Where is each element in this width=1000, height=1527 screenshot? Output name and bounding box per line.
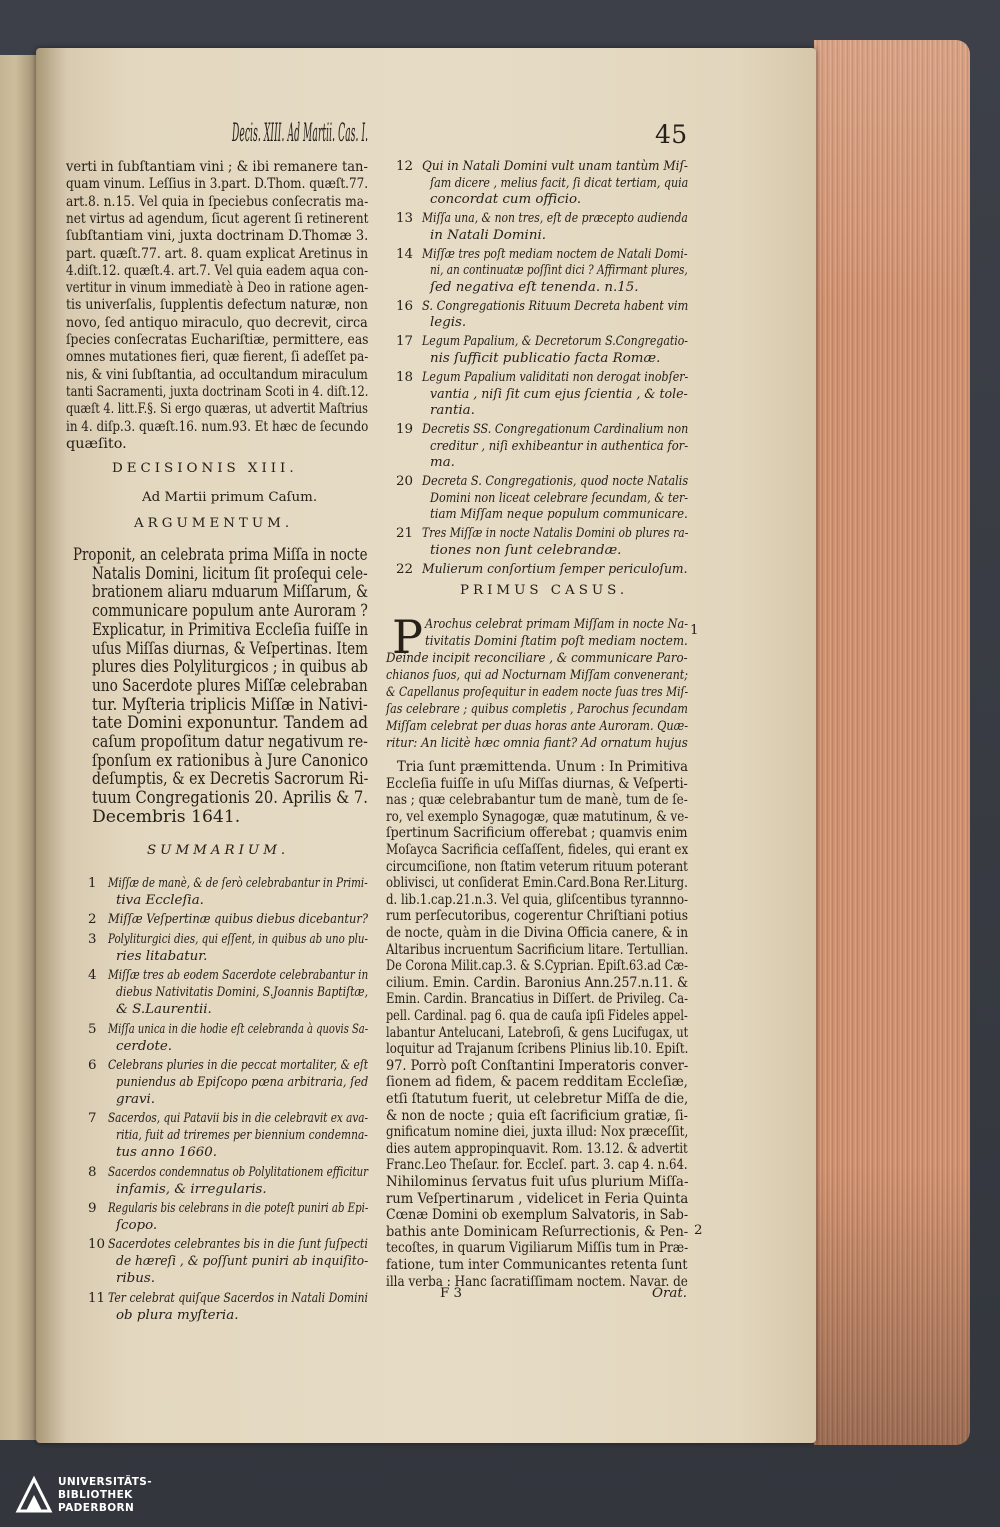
argumentum-line: brationem aliaru mduarum Miſſarum, & — [92, 582, 369, 603]
body-line: Eccleſia fuiſſe in uſu Miſſas diurnas, & Veſperti- — [386, 775, 688, 792]
argumentum-line: tate Domini exponuntur. Tandem ad — [92, 713, 369, 734]
summary-line: Qui in Natali Domini vult unam tantùm Miſ- — [422, 159, 688, 174]
body-line: Moſayca Sacrificia ceſſaſſent, fideles, qui erant ex — [386, 842, 689, 858]
summary-line: Sacerdos, qui Patavii bis in die celebravit ex ava- — [108, 1111, 369, 1127]
page-number: 45 — [655, 120, 688, 149]
running-title: Decis. XIII. Ad Martii. Cas. I. — [232, 118, 369, 147]
body-line: vertitur in vinum immediatè à Deo in ratione agen- — [66, 280, 369, 297]
body-line: pell. Cardinal. pag 6. qua de cauſa ipſi Fideles appel- — [386, 1008, 688, 1024]
summary-line: Legum Papalium, & Decretorum S.Congregatio- — [422, 334, 689, 350]
body-line: de nocte, quàm in die Divina Officia canere, & in — [386, 925, 689, 941]
drop-cap: P — [392, 610, 423, 664]
summary-line: tiam Miſſam neque populum communicare. — [430, 507, 688, 523]
body-line: art.8. n.15. Vel quia in ſpeciebus conſecratis ma- — [66, 193, 369, 210]
body-line: Cœnæ Domini ob exemplum Salvatoris, in Sab- — [386, 1207, 689, 1224]
margin-note-1: 1 — [690, 623, 699, 638]
body-line: part. quæſt.77. art. 8. quam explicat Aretinus in — [66, 245, 369, 262]
stamp-line-2: BIBLIOTHEK — [58, 1489, 133, 1501]
argumentum-line: Proponit, an celebrata prima Miſſa in nocte — [73, 545, 368, 565]
body-line: nas ; quæ celebrabantur tum de manè, tum de ſe- — [386, 792, 688, 809]
body-line: tanti Sacramenti, juxta doctrinam Scoti in 4. diſt.12. — [66, 383, 369, 400]
summary-number: 10 — [88, 1237, 106, 1253]
casus-line: Miſſam celebrat per duas horas ante Auroram. Quæ- — [386, 719, 689, 734]
summary-line: Sacerdos condemnatus ob Polylitationem efficitur — [108, 1164, 369, 1180]
summary-number: 5 — [88, 1021, 97, 1037]
catchword: Orat. — [652, 1286, 688, 1301]
body-line: etſi ſtatutum fuerit, ut celebretur Miſſa de die, — [386, 1091, 689, 1107]
summary-number: 18 — [396, 370, 414, 385]
casus-line: ſas celebrare ; quibus completis , Parochus ſecundam — [386, 702, 688, 717]
body-line: novo, ſed antiquo miraculo, quo decrevit, circa — [66, 314, 368, 331]
argumentum-line: uſus Miſſas diurnas, & Veſpertinas. Item — [92, 638, 368, 659]
summary-line: concordat cum officio. — [430, 192, 582, 207]
summary-line: Domini non liceat celebrare ſecundam, & ter- — [430, 490, 689, 506]
summary-line: tus anno 1660. — [116, 1145, 218, 1161]
body-line: oblivisci, ut conſiderat Emin.Card.Bona Rer.Liturg. — [386, 875, 688, 892]
argumentum-line: Natalis Domini, licitum ſit proſequi cele- — [92, 563, 368, 584]
argumentum-line: caſum propoſitum datur negativum re- — [92, 732, 368, 752]
summary-line: cerdote. — [116, 1038, 173, 1054]
body-line: fatione, tum inter Communicantes retenta ſunt — [386, 1257, 688, 1273]
body-line: & non de nocte ; quia eſt ſacrificium gratiæ, ſi- — [386, 1107, 688, 1124]
summary-number: 6 — [88, 1058, 97, 1073]
summary-number: 11 — [88, 1290, 106, 1306]
summary-number: 1 — [88, 876, 97, 891]
summary-line: infamis, & irregularis. — [116, 1181, 267, 1197]
facing-page-edge — [0, 55, 38, 1440]
summary-line: Miſſæ de manè, & de ſerò celebrabantur in Primi- — [108, 876, 368, 891]
fore-edge-shading — [814, 40, 970, 1445]
body-line: ſpecies conſecratas Euchariſtiæ, permittere, eas — [66, 332, 369, 348]
argumentum-title: ARGUMENTUM. — [134, 516, 294, 531]
body-line: rum Veſpertinarum , videlicet in Feria Quinta — [386, 1190, 689, 1207]
argumentum-line: ſponſum ex rationibus à Jure Canonico — [92, 750, 369, 771]
summary-line: Miſſa unica in die hodie eſt celebranda à quovis Sa- — [108, 1021, 369, 1037]
stamp-line-3: PADERBORN — [58, 1502, 135, 1514]
body-line: cilium. Emin. Cardin. Baronius Ann.257.n.11. & — [386, 974, 689, 991]
body-line: net virtus ad agendum, ſicut agerent ſi retinerent — [66, 210, 369, 227]
summary-line: S. Congregationis Rituum Decreta habent vim — [422, 298, 689, 314]
summary-line: Decretis SS. Congregationum Cardinalium non — [422, 422, 689, 438]
body-line: Nihilominus ſervatus fuit uſus plurium Miſſa- — [386, 1174, 689, 1190]
body-line: 97. Porrò poſt Conſtantini Imperatoris conver- — [386, 1057, 689, 1074]
summary-line: tiones non ſunt celebrandæ. — [430, 542, 622, 558]
summary-line: gravi. — [116, 1091, 156, 1107]
argumentum-line: deſumptis, & ex Decretis Sacrorum Ri- — [92, 769, 369, 790]
body-line: circumciſione, non ſtatim veterum rituum poterant — [386, 858, 688, 875]
summary-line: tiva Eccleſia. — [116, 892, 204, 908]
body-line: Altaribus incruentum Sacrificium litare. Tertullian. — [386, 941, 689, 958]
summary-line: nis ſufficit publicatio facta Romæ. — [430, 350, 661, 366]
body-line: omnes mutationes fieri, quæ fierent, ſi adeſſet pa- — [66, 349, 369, 366]
library-logo-icon — [14, 1475, 54, 1515]
body-line: ſionem ad fidem, & pacem redditam Eccleſiæ, — [386, 1074, 688, 1091]
body-line: quæſito. — [66, 435, 127, 452]
summary-number: 2 — [88, 912, 97, 928]
summary-line: Miſſæ tres ab eodem Sacerdote celebrabantur in — [108, 968, 369, 984]
summary-number: 21 — [396, 526, 414, 542]
argumentum-line: communicare populum ante Auroram ? — [92, 601, 368, 622]
signature-mark: F 3 — [440, 1286, 463, 1301]
body-line: gnificatum nomine diei, juxta illud: Nox præceſſit, — [386, 1124, 689, 1141]
body-line: nis, & vini ſubſtantia, ad occultandum miraculum — [66, 366, 368, 383]
casus-line: Deinde incipit reconciliare , & communicare Paro- — [386, 651, 688, 666]
body-line: bathis ante Dominicam Reſurrectionis, & Pen- — [386, 1223, 689, 1240]
summary-number: 3 — [88, 931, 97, 947]
summary-line: in Natali Domini. — [430, 227, 546, 243]
summary-line: rantia. — [430, 403, 475, 418]
summary-line: creditur , niſi exhibeantur in authentica for- — [430, 438, 689, 454]
summary-number: 14 — [396, 246, 414, 262]
body-line: illa verba : Hanc ſacratiſſimam noctem. Navar. de — [386, 1273, 688, 1290]
body-line: verti in ſubſtantiam vini ; & ibi remanere tan- — [66, 159, 368, 175]
argumentum-line: tuum Congregationis 20. Aprilis & 7. — [92, 788, 368, 809]
summary-number: 7 — [88, 1111, 97, 1127]
body-line: labantur Antelucani, Latebroſi, & gens Lucifugax, ut — [386, 1024, 689, 1041]
body-line: ſpertinum Sacrificium offerebat ; quamvis enim — [386, 825, 688, 842]
primus-casus-title: PRIMUS CASUS. — [460, 583, 629, 598]
summary-line: Mulierum conſortium ſemper periculoſum. — [422, 561, 688, 577]
casus-line: chianos ſuos, qui ad Nocturnam Miſſam convenerant; — [386, 668, 689, 683]
summary-line: legis. — [430, 315, 467, 331]
summary-number: 22 — [396, 561, 414, 577]
summary-line: vantia , niſi ſit cum ejus ſcientia , & tole- — [430, 386, 688, 402]
body-line: ro, vel exemplo Synagogæ, quæ matutinum, & ve- — [386, 808, 689, 825]
summary-line: Miſſæ tres poſt mediam noctem de Natali Domi- — [422, 246, 688, 262]
body-line: tecoſtes, in quarum Vigiliarum Miſſis tum in Præ- — [386, 1240, 689, 1257]
summary-line: ob plura myſteria. — [116, 1307, 239, 1323]
margin-note-2: 2 — [694, 1223, 703, 1238]
summary-line: ries litabatur. — [116, 948, 208, 964]
summary-line: Miſſæ Veſpertinæ quibus diebus dicebantur? — [108, 912, 368, 928]
body-line: Emin. Cardin. Brancatius in Diſſert. de Privileg. Ca- — [386, 991, 689, 1008]
casus-line: & Capellanus proſequitur in eadem nocte ſuas tres Miſ- — [386, 685, 689, 700]
body-line: in 4. diſp.3. quæſt.16. num.93. Et hæc de ſecundo — [66, 418, 369, 435]
argumentum-line: uno Sacerdote plures Miſſæ celebraban — [92, 675, 368, 696]
summary-line: Regularis bis celebrans in die poteſt puniri ab Epi- — [108, 1201, 369, 1216]
body-line: Franc.Leo Theſaur. for. Eccleſ. part. 3. cap 4. n.64. — [386, 1157, 688, 1174]
summary-line: Celebrans pluries in die peccat mortaliter, & eſt — [108, 1058, 369, 1073]
body-line: De Corona Milit.cap.3. & S.Cyprian. Epiſt.63.ad Cæ- — [386, 958, 688, 975]
body-line: 4.diſt.12. quæſt.4. art.7. Vel quia eadem aqua con- — [66, 262, 369, 279]
decision-subtitle: Ad Martii primum Caſum. — [142, 490, 318, 505]
summary-line: Polyliturgici dies, qui eſſent, in quibus ab uno plu- — [108, 931, 368, 947]
body-line: loquitur ad Trajanum ſcribens Plinius lib.10. Epiſt. — [386, 1041, 689, 1058]
summary-number: 12 — [396, 159, 414, 174]
summary-number: 16 — [396, 298, 414, 314]
argumentum-line: Decembris 1641. — [92, 806, 241, 827]
body-line: Tria ſunt præmittenda. Unum : In Primitiva — [397, 759, 688, 775]
summary-line: ſam dicere , melius facit, ſi dicat tertiam, quia — [430, 175, 689, 191]
summary-line: Legum Papalium validitati non derogat inobſer- — [422, 370, 689, 385]
summary-line: ma. — [430, 455, 455, 471]
body-line: quam vinum. Leſſius in 3.part. D.Thom. quæſt.77. — [66, 176, 369, 193]
casus-line: tivitatis Domini ſtatim poſt mediam noctem. — [425, 634, 688, 649]
summary-line: puniendus ab Epiſcopo pœna arbitraria, ſed — [116, 1074, 369, 1090]
summary-line: ribus. — [116, 1271, 156, 1287]
summary-line: Ter celebrat quiſque Sacerdos in Natali Domini — [108, 1290, 369, 1306]
summary-line: & S.Laurentii. — [116, 1002, 212, 1018]
summary-line: de hæreſi , & poſſunt puniri ab inquiſito- — [116, 1254, 369, 1270]
body-line: tis univerſalis, ſupplentis defectum naturæ, non — [66, 297, 368, 314]
body-line: quæſt 4. litt.F.§. Si ergo quæras, ut advertit Maſtrius — [66, 401, 368, 418]
summary-line: Sacerdotes celebrantes bis in die ſunt ſuſpecti — [108, 1237, 368, 1253]
summary-line: ritia, fuit ad triremes per biennium condemna- — [116, 1128, 368, 1144]
casus-line: Arochus celebrat primam Miſſam in nocte Na- — [425, 617, 689, 632]
argumentum-line: tur. Myſteria triplicis Miſſæ in Nativi- — [92, 694, 368, 715]
decision-title: DECISIONIS XIII. — [112, 461, 298, 476]
body-line: rum perſecutoribus, cogerentur Chriſtiani potius — [386, 908, 688, 925]
summary-number: 19 — [396, 422, 414, 438]
summary-line: Tres Miſſæ in nocte Natalis Domini ob plures ra- — [422, 526, 689, 542]
body-line: ſubſtantiam vini, juxta doctrinam D.Thomæ 3. — [66, 228, 369, 245]
stamp-line-1: UNIVERSITÄTS- — [58, 1476, 153, 1488]
summary-number: 9 — [88, 1201, 97, 1216]
summary-line: diebus Nativitatis Domini, S.Joannis Baptiſtæ, — [116, 985, 369, 1001]
summary-line: Decreta S. Congregationis, quod nocte Natalis — [422, 474, 689, 490]
summary-number: 20 — [396, 474, 414, 490]
summarium-title: SUMMARIUM. — [147, 843, 290, 858]
argumentum-line: Explicatur, in Primitiva Eccleſia fuiſſe in — [92, 619, 369, 640]
argumentum-line: plures dies Polyliturgicos ; in quibus ab — [92, 657, 368, 678]
body-line: d. lib.1.cap.21.n.3. Vel quia, gliſcentibus tyrannno- — [386, 891, 689, 908]
summary-number: 13 — [396, 211, 414, 227]
summary-line: ſed negativa eſt tenenda. n.15. — [430, 279, 639, 295]
body-line: dies autem appropinquavit. Rom. 13.12. & advertit — [386, 1140, 688, 1157]
summary-line: ni, an continuatæ poſſint dici ? Affirmant plures, — [430, 263, 688, 279]
casus-line: ritur: An licitè hæc omnia fiant? Ad ornatum hujus — [386, 736, 688, 751]
summary-number: 4 — [88, 968, 97, 984]
summary-line: ſcopo. — [116, 1217, 158, 1233]
summary-line: Miſſa una, & non tres, eſt de præcepto audienda — [422, 211, 688, 227]
summary-number: 17 — [396, 334, 414, 350]
summary-number: 8 — [88, 1164, 97, 1180]
